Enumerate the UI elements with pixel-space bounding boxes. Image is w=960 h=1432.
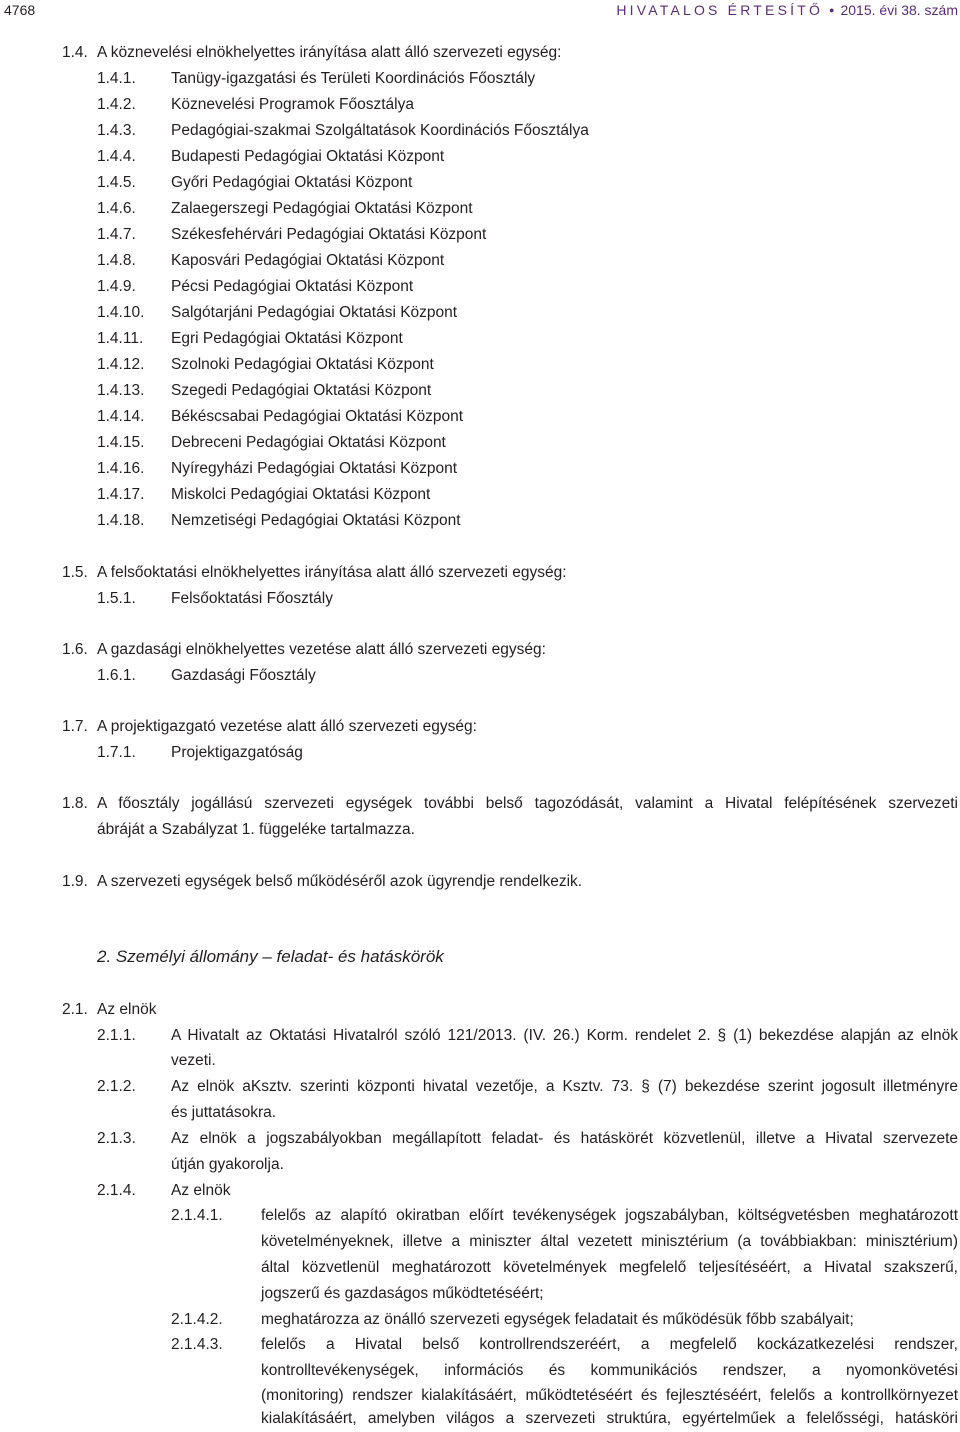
list-item-number: 1.4.13.: [97, 382, 145, 399]
paragraph-line: jogszerű és gazdaságos működtetéséért;: [261, 1285, 544, 1302]
chapter-heading: 2. Személyi állomány – feladat- és hatáskörök: [97, 947, 444, 966]
section-title: A köznevelési elnökhelyettes irányítása alatt álló szervezeti egység:: [97, 44, 562, 61]
paragraph-line: kontrolltevékenységek, információs és kommunikációs rendszer, a nyomonkövetési: [261, 1362, 958, 1379]
list-item: Kaposvári Pedagógiai Oktatási Központ: [171, 252, 445, 269]
section-title: Az elnök: [97, 1001, 157, 1018]
paragraph-line: ábráját a Szabályzat 1. függeléke tartalmazza.: [97, 821, 415, 838]
list-item: Salgótarjáni Pedagógiai Oktatási Központ: [171, 304, 458, 321]
list-item: Székesfehérvári Pedagógiai Oktatási Központ: [171, 226, 487, 243]
list-item-number: 1.4.9.: [97, 278, 136, 295]
list-item: Zalaegerszegi Pedagógiai Oktatási Központ: [171, 200, 473, 217]
publication-title: HIVATALOS ÉRTESÍTŐ: [616, 2, 824, 18]
list-item-number: 1.4.8.: [97, 252, 136, 269]
subparagraph-number: 2.1.4.2.: [171, 1311, 223, 1328]
list-item-number: 1.4.5.: [97, 174, 136, 191]
list-item: Projektigazgatóság: [171, 744, 303, 761]
list-item-number: 1.4.1.: [97, 70, 136, 87]
section-title: A projektigazgató vezetése alatt álló szervezeti egység:: [97, 718, 477, 735]
list-item: Egri Pedagógiai Oktatási Központ: [171, 330, 403, 347]
list-item-number: 1.4.14.: [97, 408, 145, 425]
section-number: 1.7.: [62, 718, 88, 735]
paragraph-line: által közvetlenül meghatározott követelmények megfelelő teljesítéséért, a Hivatal szakszerű,: [261, 1259, 958, 1276]
list-item-number: 1.4.16.: [97, 460, 145, 477]
list-item-number: 1.4.2.: [97, 96, 136, 113]
list-item: Budapesti Pedagógiai Oktatási Központ: [171, 148, 445, 165]
paragraph-line: felelős az alapító okiratban előírt tevékenységek jogszabályban, költségvetésben meghatározott: [261, 1207, 958, 1224]
paragraph-line: felelős a Hivatal belső kontrollrendszeréért, a megfelelő kockázatkezelési rendszer,: [261, 1336, 958, 1353]
paragraph-line: A Hivatalt az Oktatási Hivatalról szóló 121/2013. (IV. 26.) Korm. rendelet 2. § (1) bekezdése alapján az elnök: [171, 1027, 958, 1044]
paragraph-line: A főosztály jogállású szervezeti egységek további belső tagozódását, valamint a Hivatal felépítésének szervezeti: [97, 795, 958, 812]
list-item: Nyíregyházi Pedagógiai Oktatási Központ: [171, 460, 458, 477]
subparagraph-number: 2.1.4.1.: [171, 1207, 223, 1224]
paragraph-line: követelményeknek, illetve a miniszter által vezetett minisztérium (a továbbiakban: minisztérium): [261, 1233, 958, 1250]
list-item-number: 1.4.18.: [97, 512, 145, 529]
section-number: 1.9.: [62, 873, 88, 890]
paragraph-line: A szervezeti egységek belső működéséről azok ügyrendje rendelkezik.: [97, 873, 583, 890]
paragraph-line: Az elnök aKsztv. szerinti központi hivatal vezetője, a Ksztv. 73. § (7) bekezdése szerint jogosult illetményre: [171, 1078, 958, 1095]
section-number: 2.1.: [62, 1001, 88, 1018]
paragraph-line: vezeti.: [171, 1052, 216, 1069]
section-number: 1.5.: [62, 564, 88, 581]
list-item: Nemzetiségi Pedagógiai Oktatási Központ: [171, 512, 461, 529]
list-item-number: 1.4.12.: [97, 356, 145, 373]
running-header: [616, 2, 958, 18]
subparagraph-number: 2.1.4.3.: [171, 1336, 223, 1353]
paragraph-line: kialakításáért, amelyben világos a szervezeti struktúra, egyértelműek a felelősségi, hatásköri: [261, 1410, 958, 1427]
issue-label: 2015. évi 38. szám: [840, 2, 958, 18]
list-item: Pécsi Pedagógiai Oktatási Központ: [171, 278, 414, 295]
section-number: 1.8.: [62, 795, 88, 812]
paragraph-line: útján gyakorolja.: [171, 1156, 284, 1173]
list-item: Tanügy-igazgatási és Területi Koordinációs Főosztály: [171, 70, 536, 87]
paragraph-number: 2.1.4.: [97, 1182, 136, 1199]
list-item: Szolnoki Pedagógiai Oktatási Központ: [171, 356, 434, 373]
paragraph-line: meghatározza az önálló szervezeti egységek feladatait és működésük főbb szabályait;: [261, 1311, 854, 1328]
list-item: Miskolci Pedagógiai Oktatási Központ: [171, 486, 431, 503]
page-number: 4768: [4, 2, 36, 18]
list-item-number: 1.4.6.: [97, 200, 136, 217]
section-number: 1.4.: [62, 44, 88, 61]
list-item: Felsőoktatási Főosztály: [171, 590, 333, 607]
list-item-number: 1.6.1.: [97, 667, 136, 684]
bullet-separator-icon: ●: [829, 5, 835, 15]
list-item-number: 1.4.10.: [97, 304, 145, 321]
list-item: Békéscsabai Pedagógiai Oktatási Központ: [171, 408, 464, 425]
paragraph-number: 2.1.2.: [97, 1078, 136, 1095]
list-item: Szegedi Pedagógiai Oktatási Központ: [171, 382, 432, 399]
paragraph-line: Az elnök a jogszabályokban megállapított feladat- és hatáskörét közvetlenül, illetve a Hivatal szervezete: [171, 1130, 958, 1147]
list-item-number: 1.4.7.: [97, 226, 136, 243]
list-item: Pedagógiai-szakmai Szolgáltatások Koordinációs Főosztálya: [171, 122, 589, 139]
paragraph-title: Az elnök: [171, 1182, 231, 1199]
list-item-number: 1.4.11.: [97, 330, 144, 347]
paragraph-number: 2.1.3.: [97, 1130, 136, 1147]
paragraph-number: 2.1.1.: [97, 1027, 136, 1044]
list-item: Győri Pedagógiai Oktatási Központ: [171, 174, 413, 191]
section-title: A gazdasági elnökhelyettes vezetése alatt álló szervezeti egység:: [97, 641, 546, 658]
list-item-number: 1.5.1.: [97, 590, 136, 607]
list-item-number: 1.4.15.: [97, 434, 145, 451]
list-item: Gazdasági Főosztály: [171, 667, 316, 684]
list-item: Köznevelési Programok Főosztálya: [171, 96, 414, 113]
paragraph-line: és juttatásokra.: [171, 1104, 277, 1121]
paragraph-line: (monitoring) rendszer kialakításáért, működtetéséért és fejlesztéséért, felelős a kontrollkörnyezet: [261, 1387, 958, 1404]
section-number: 1.6.: [62, 641, 88, 658]
list-item-number: 1.4.17.: [97, 486, 145, 503]
list-item-number: 1.4.4.: [97, 148, 136, 165]
list-item-number: 1.4.3.: [97, 122, 136, 139]
section-title: A felsőoktatási elnökhelyettes irányítása alatt álló szervezeti egység:: [97, 564, 567, 581]
list-item-number: 1.7.1.: [97, 744, 136, 761]
list-item: Debreceni Pedagógiai Oktatási Központ: [171, 434, 446, 451]
